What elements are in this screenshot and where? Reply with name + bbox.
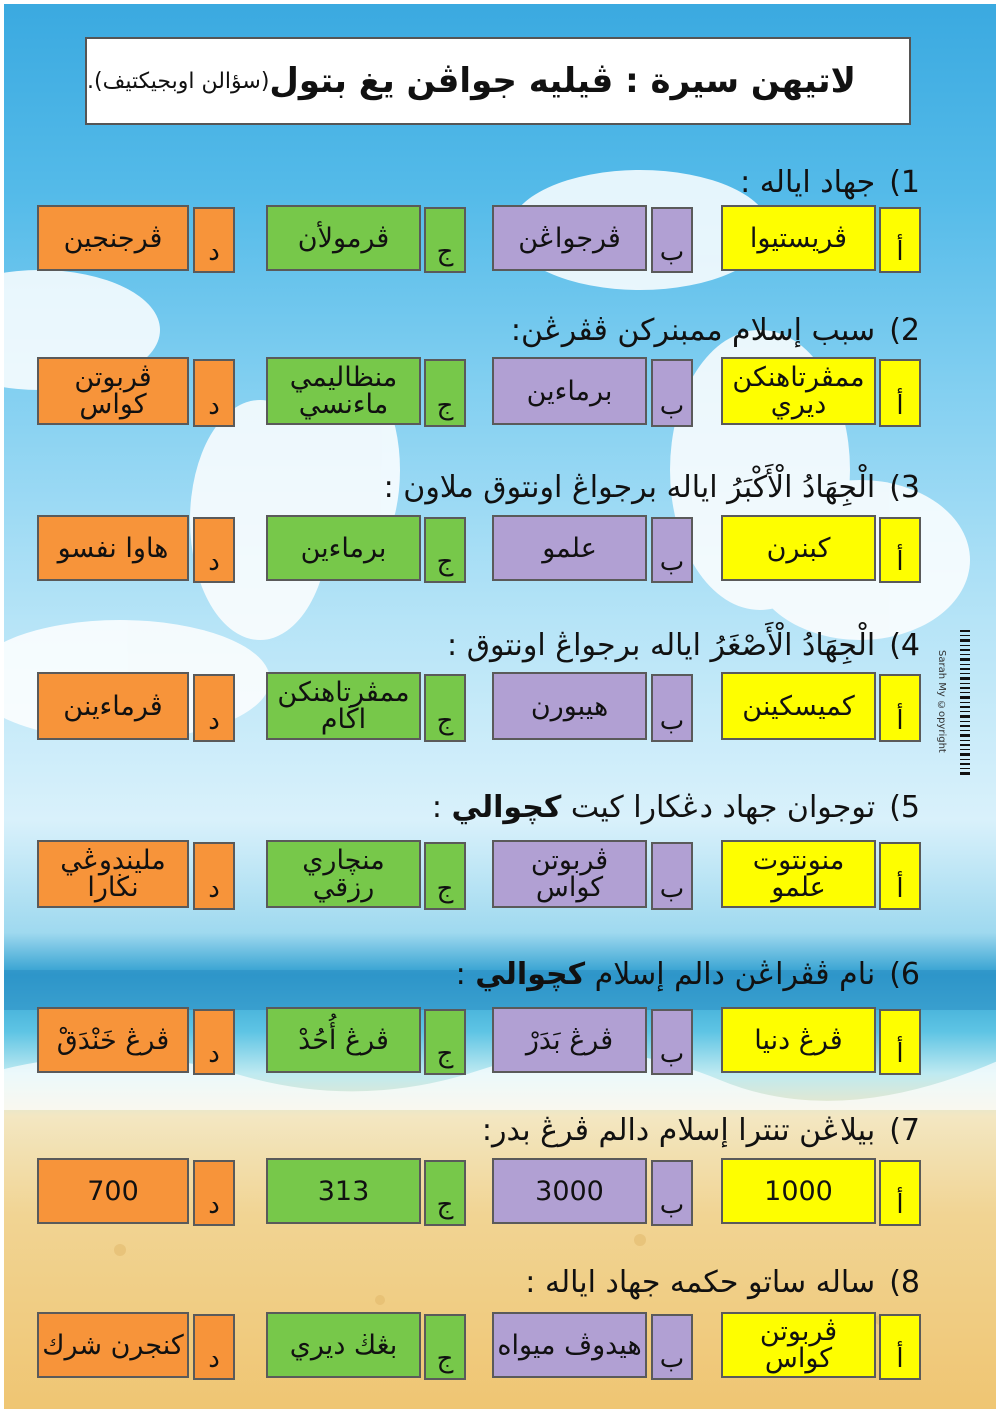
option-letter: أ: [879, 1314, 921, 1380]
answer-option[interactable]: ڤربوتن كواس: [37, 357, 189, 425]
option-letter: ب: [651, 1314, 693, 1380]
answer-option[interactable]: ڤرمولأن: [266, 205, 421, 271]
option-letter: ب: [651, 207, 693, 273]
option-letter: ج: [424, 517, 466, 583]
option-letter: أ: [879, 1160, 921, 1226]
option-letter: د: [193, 517, 235, 583]
option-letter: أ: [879, 842, 921, 910]
option-letter: ج: [424, 1009, 466, 1075]
answer-option[interactable]: ڤربوتن كواس: [721, 1312, 876, 1378]
answer-option[interactable]: بڠڬ ديري: [266, 1312, 421, 1378]
question-5: [30, 790, 920, 830]
option-letter: أ: [879, 359, 921, 427]
question-number: 8): [889, 1265, 920, 1300]
option-letter: ج: [424, 1160, 466, 1226]
answer-option[interactable]: كبنرن: [721, 515, 876, 581]
option-letter: د: [193, 1160, 235, 1226]
title-sub: (سؤالن اوبجيكتيف).: [87, 68, 270, 94]
option-letter: أ: [879, 1009, 921, 1075]
answer-option[interactable]: ڤريستيوا: [721, 205, 876, 271]
question-4: [30, 628, 920, 668]
answer-option[interactable]: كميسكينن: [721, 672, 876, 740]
question-text: الْجِهَادُ الْأَصْغَرُ اياله برجواڠ اونتوق :: [447, 628, 876, 663]
option-letter: د: [193, 207, 235, 273]
question-emphasis: كچوالي: [475, 957, 586, 992]
option-letter: ب: [651, 842, 693, 910]
question-number: 2): [889, 313, 920, 348]
option-letter: أ: [879, 674, 921, 742]
question-7: [30, 1113, 920, 1153]
option-letter: ج: [424, 1314, 466, 1380]
answer-option[interactable]: ممڤرتاهنكن اڬام: [266, 672, 421, 740]
question-text: نام ڤڤراڠن دالم إسلام: [594, 957, 876, 992]
answer-option[interactable]: علمو: [492, 515, 647, 581]
option-letter: ب: [651, 674, 693, 742]
answer-option[interactable]: ممڤرتاهنكن ديري: [721, 357, 876, 425]
option-letter: ب: [651, 517, 693, 583]
option-letter: ج: [424, 674, 466, 742]
answer-option[interactable]: منچاري رزقي: [266, 840, 421, 908]
copyright-text: Sarah My ©opyright: [936, 650, 947, 753]
answer-option[interactable]: 313: [266, 1158, 421, 1224]
option-letter: د: [193, 1314, 235, 1380]
answer-option[interactable]: برماءين: [492, 357, 647, 425]
answer-option[interactable]: ڤرڠ خَنْدَقْ: [37, 1007, 189, 1073]
question-number: 3): [889, 470, 920, 505]
worksheet-title: [85, 37, 911, 125]
answer-option[interactable]: 3000: [492, 1158, 647, 1224]
option-letter: ج: [424, 842, 466, 910]
option-letter: ج: [424, 359, 466, 427]
option-letter: د: [193, 359, 235, 427]
option-letter: أ: [879, 517, 921, 583]
answer-option[interactable]: ڤرماءينن: [37, 672, 189, 740]
answer-option[interactable]: كنجرن شرك: [37, 1312, 189, 1378]
question-number: 1): [889, 165, 920, 200]
option-letter: د: [193, 842, 235, 910]
question-number: 5): [889, 790, 920, 825]
option-letter: د: [193, 1009, 235, 1075]
option-letter: ب: [651, 1009, 693, 1075]
question-3: [30, 470, 920, 510]
question-emphasis: كچوالي: [451, 790, 562, 825]
answer-option[interactable]: هيدوڤ ميواه: [492, 1312, 647, 1378]
question-1: [30, 165, 920, 205]
answer-option[interactable]: 700: [37, 1158, 189, 1224]
question-text: توجوان جهاد دڠكارا كيت: [570, 790, 876, 825]
answer-option[interactable]: مليندوڠي نڬارا: [37, 840, 189, 908]
question-6: [30, 957, 920, 997]
question-text: بيلاڠن تنترا إسلام دالم ڤرڠ بدر:: [481, 1113, 876, 1148]
answer-option[interactable]: منونتوت علمو: [721, 840, 876, 908]
option-letter: د: [193, 674, 235, 742]
answer-option[interactable]: ڤرجواڠن: [492, 205, 647, 271]
question-text: جهاد اياله :: [740, 165, 876, 200]
title-main: لاتيهن سيرة : ڤيليه جواڤن يغ بتول: [269, 61, 856, 101]
answer-option[interactable]: ڤرڠ دنيا: [721, 1007, 876, 1073]
answer-option[interactable]: ڤرجنجين: [37, 205, 189, 271]
question-number: 4): [889, 628, 920, 663]
question-8: [30, 1265, 920, 1305]
question-text: ساله ساتو حكمه جهاد اياله :: [525, 1265, 876, 1300]
answer-option[interactable]: هاوا نفسو: [37, 515, 189, 581]
answer-option[interactable]: ڤربوتن كواس: [492, 840, 647, 908]
option-letter: ج: [424, 207, 466, 273]
question-tail: :: [455, 957, 476, 992]
answer-option[interactable]: ڤرڠ بَدَرْ: [492, 1007, 647, 1073]
question-number: 6): [889, 957, 920, 992]
option-letter: ب: [651, 359, 693, 427]
option-letter: ب: [651, 1160, 693, 1226]
question-tail: :: [431, 790, 452, 825]
question-2: [30, 313, 920, 353]
answer-option[interactable]: منظاليمي ماءنسي: [266, 357, 421, 425]
question-number: 7): [889, 1113, 920, 1148]
option-letter: أ: [879, 207, 921, 273]
answer-option[interactable]: هيبورن: [492, 672, 647, 740]
question-text: سبب إسلام ممبنركن ڤڤرڠن:: [510, 313, 876, 348]
answer-option[interactable]: ڤرڠ أُحُدْ: [266, 1007, 421, 1073]
answer-option[interactable]: برماءين: [266, 515, 421, 581]
question-text: الْجِهَادُ الْأَكْبَرُ اياله برجواڠ اونتوق ملاون :: [383, 470, 876, 505]
answer-option[interactable]: 1000: [721, 1158, 876, 1224]
